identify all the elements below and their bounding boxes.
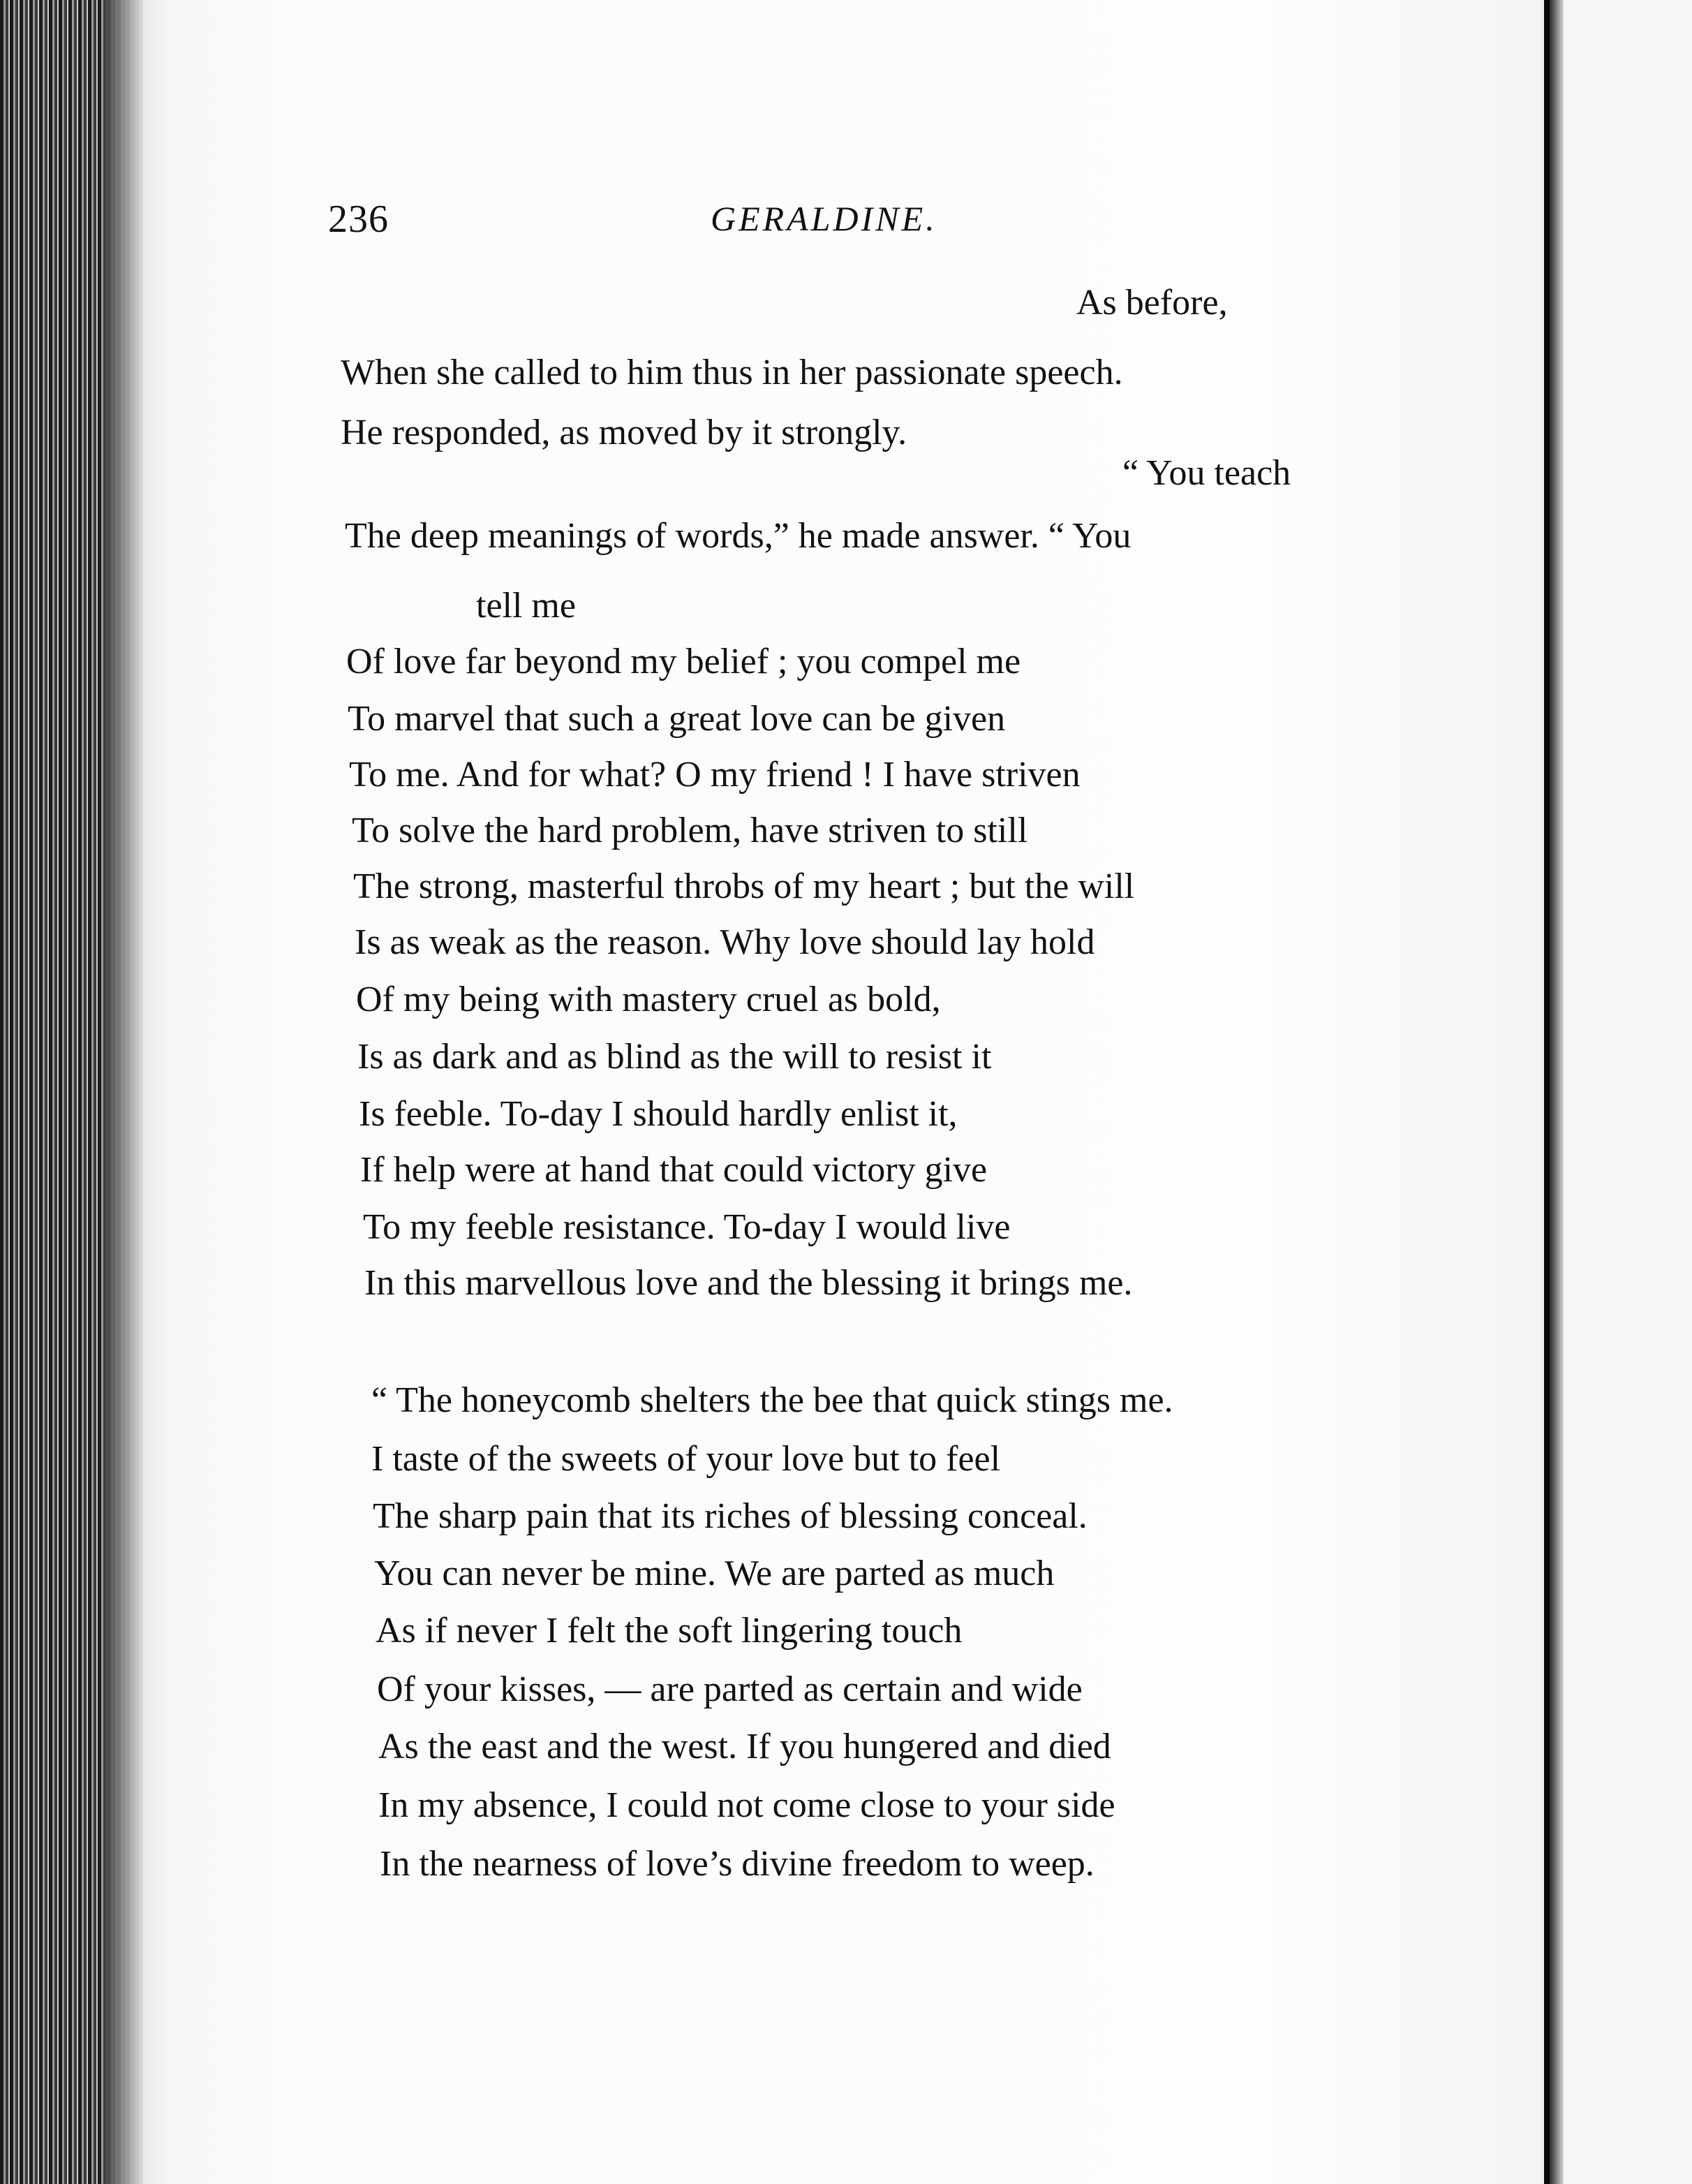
poem-line: Is feeble. To-day I should hardly enlist it, xyxy=(359,1094,958,1134)
book-edge-shadow xyxy=(105,0,147,2184)
poem-line: The deep meanings of words,” he made answer. “ You xyxy=(345,516,1131,556)
poem-line: If help were at hand that could victory give xyxy=(360,1150,988,1190)
poem-line: The sharp pain that its riches of blessing conceal. xyxy=(373,1496,1088,1536)
poem-line: To me. And for what? O my friend ! I have striven xyxy=(349,755,1081,795)
poem-line: To marvel that such a great love can be given xyxy=(348,699,1006,739)
poem-line: I taste of the sweets of your love but to feel xyxy=(371,1439,1001,1479)
poem-line: As if never I felt the soft lingering touch xyxy=(376,1611,963,1651)
poem-line: “ You teach xyxy=(1122,453,1291,493)
poem-line: Of love far beyond my belief ; you compel me xyxy=(346,642,1021,681)
poem-line: Is as dark and as blind as the will to resist it xyxy=(357,1037,992,1077)
poem-line: Is as weak as the reason. Why love should lay hold xyxy=(355,922,1095,962)
poem-line: To solve the hard problem, have striven to still xyxy=(352,811,1028,850)
poem-line: In my absence, I could not come close to your side xyxy=(378,1785,1115,1825)
poem-line: The strong, masterful throbs of my heart ; but the will xyxy=(353,866,1135,906)
poem-line: When she called to him thus in her passionate speech. xyxy=(341,353,1123,392)
poem-line: As before, xyxy=(1076,283,1228,323)
poem-line: “ The honeycomb shelters the bee that quick stings me. xyxy=(371,1380,1173,1420)
poem-line: He responded, as moved by it strongly. xyxy=(341,413,907,452)
poem-line: Of my being with mastery cruel as bold, xyxy=(356,980,941,1019)
gutter-line xyxy=(1544,0,1550,2184)
gutter-shadow xyxy=(1550,0,1564,2184)
page-number: 236 xyxy=(328,198,389,241)
running-head xyxy=(0,190,1692,253)
poem-line: tell me xyxy=(476,586,576,626)
poem-line: You can never be mine. We are parted as much xyxy=(374,1554,1055,1593)
poem-line: In the nearness of love’s divine freedom to weep. xyxy=(380,1844,1094,1884)
next-page-edge xyxy=(1564,0,1692,2184)
poem-line: As the east and the west. If you hungered and died xyxy=(378,1727,1111,1766)
poem-line: To my feeble resistance. To-day I would live xyxy=(363,1207,1011,1247)
poem-line: Of your kisses, — are parted as certain and wide xyxy=(377,1669,1083,1709)
running-title: GERALDINE. xyxy=(711,199,937,238)
poem-line: In this marvellous love and the blessing it brings me. xyxy=(364,1263,1133,1303)
